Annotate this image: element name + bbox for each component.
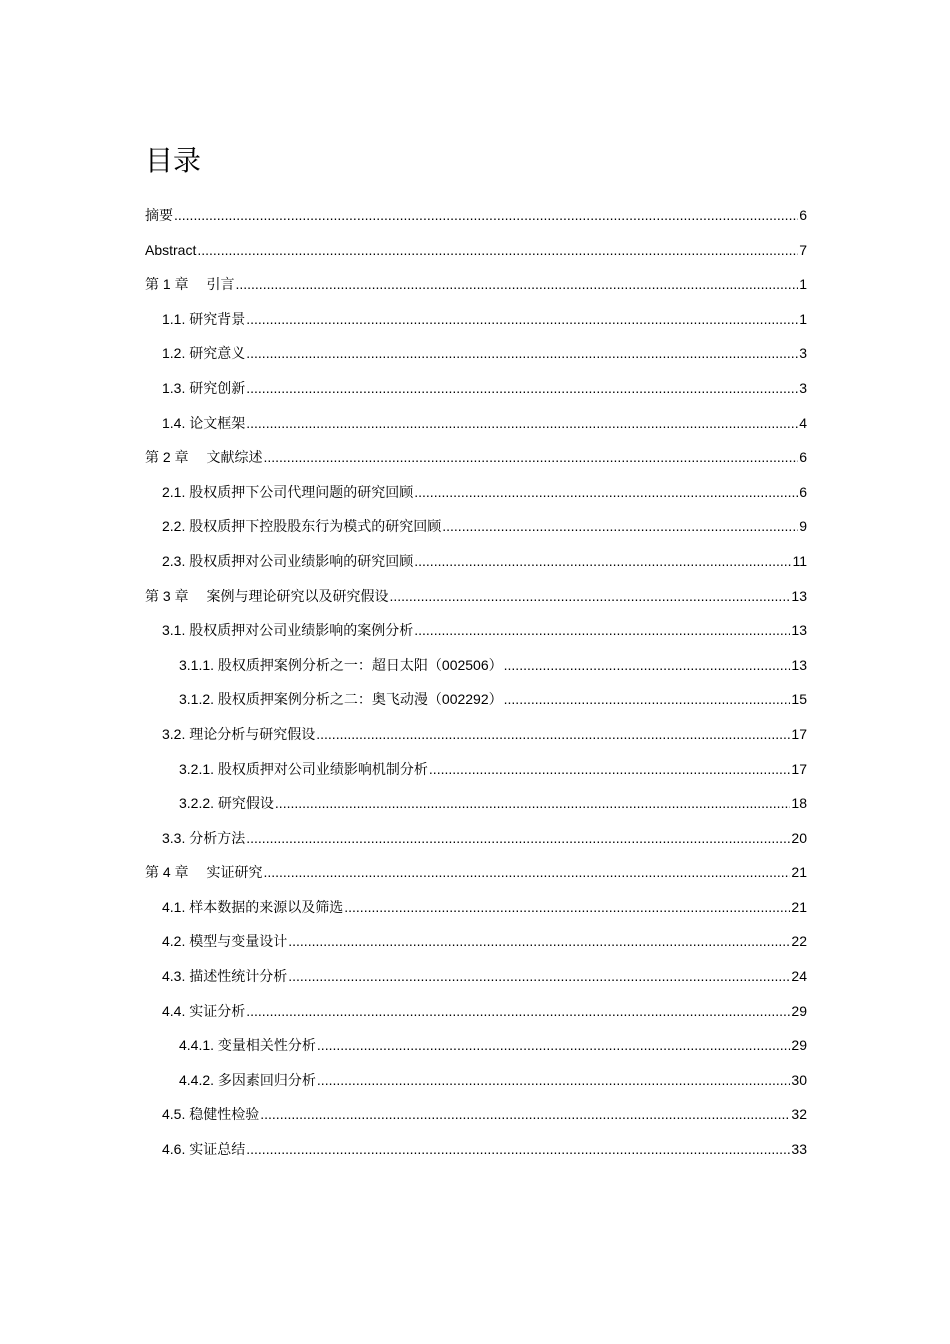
toc-dot-leader <box>414 548 791 574</box>
toc-entry[interactable] <box>145 548 807 583</box>
toc-entry-text: 3.3. 分析方法 <box>162 829 246 846</box>
toc-entry[interactable] <box>145 617 807 652</box>
toc-dot-leader <box>275 790 791 816</box>
toc-entry[interactable] <box>145 1136 807 1171</box>
toc-page-number: 18 <box>791 795 807 812</box>
toc-title: 目录 <box>145 144 202 177</box>
toc-dot-leader <box>246 375 798 401</box>
toc-entry-text: 1.2. 研究意义 <box>162 345 246 362</box>
toc-page-number: 3 <box>799 345 807 362</box>
toc-page-number: 21 <box>791 898 807 915</box>
toc-dot-leader <box>288 928 790 954</box>
toc-page-number: 6 <box>799 207 807 223</box>
toc-entry-text: 2.3. 股权质押对公司业绩影响的研究回顾 <box>162 552 414 569</box>
toc-dot-leader <box>197 237 798 263</box>
toc-page-number: 17 <box>791 760 807 777</box>
toc-entry-text: 4.4. 实证分析 <box>162 1002 246 1019</box>
toc-dot-leader <box>246 825 790 851</box>
toc-dot-leader <box>414 479 798 505</box>
toc-entry-text: 第 2 章 文献综述 <box>145 449 263 466</box>
toc-entry-text: 2.2. 股权质押下控股股东行为模式的研究回顾 <box>162 518 442 535</box>
toc-dot-leader <box>442 513 798 539</box>
toc-entry[interactable] <box>145 928 807 963</box>
toc-entry[interactable] <box>145 825 807 860</box>
toc-page-number: 6 <box>799 483 807 500</box>
toc-entry[interactable] <box>145 686 807 721</box>
toc-page-number: 13 <box>791 656 807 673</box>
toc-entry[interactable] <box>145 790 807 825</box>
toc-dot-leader <box>246 1136 790 1162</box>
toc-entry-text: 3.1. 股权质押对公司业绩影响的案例分析 <box>162 622 414 639</box>
toc-page-number: 33 <box>791 1141 807 1158</box>
toc-page-number: 1 <box>799 276 807 293</box>
toc-entry[interactable] <box>145 583 807 618</box>
toc-entry[interactable] <box>145 375 807 410</box>
toc-list <box>145 202 807 1171</box>
toc-entry-text: 4.2. 模型与变量设计 <box>162 933 288 950</box>
toc-dot-leader <box>246 340 798 366</box>
toc-page-number: 21 <box>791 864 807 881</box>
toc-page-number: 20 <box>791 829 807 846</box>
toc-entry[interactable] <box>145 894 807 929</box>
toc-entry[interactable] <box>145 444 807 479</box>
toc-dot-leader <box>316 721 790 747</box>
toc-page-number: 32 <box>791 1106 807 1123</box>
toc-page-number: 13 <box>791 622 807 639</box>
toc-dot-leader <box>317 1032 791 1058</box>
toc-entry-text: 3.2.2. 研究假设 <box>179 795 274 812</box>
toc-page-number: 17 <box>791 725 807 742</box>
toc-dot-leader <box>504 686 791 712</box>
toc-page-number: 1 <box>799 310 807 327</box>
toc-entry[interactable] <box>145 479 807 514</box>
toc-entry[interactable] <box>145 859 807 894</box>
toc-entry-text: 3.2.1. 股权质押对公司业绩影响机制分析 <box>179 760 428 777</box>
toc-entry[interactable] <box>145 721 807 756</box>
toc-page-number: 9 <box>799 518 807 535</box>
toc-entry-text: 第 4 章 实证研究 <box>145 864 263 881</box>
toc-entry-text: 3.1.1. 股权质押案例分析之一：超日太阳（002506） <box>179 656 503 673</box>
toc-entry-text: 4.4.2. 多因素回归分析 <box>179 1071 316 1088</box>
toc-dot-leader <box>263 444 798 470</box>
toc-entry[interactable] <box>145 237 807 272</box>
toc-entry[interactable] <box>145 340 807 375</box>
toc-dot-leader <box>246 410 798 436</box>
toc-entry-text: 第 3 章 案例与理论研究以及研究假设 <box>145 587 389 604</box>
toc-page-number: 3 <box>799 379 807 396</box>
toc-entry-text: 4.5. 稳健性检验 <box>162 1106 260 1123</box>
toc-entry-text: 摘要 <box>145 207 173 223</box>
toc-entry-text: 2.1. 股权质押下公司代理问题的研究回顾 <box>162 483 414 500</box>
toc-page-number: 13 <box>791 587 807 604</box>
toc-entry[interactable] <box>145 998 807 1033</box>
toc-page-number: 29 <box>791 1037 807 1054</box>
toc-dot-leader <box>246 306 798 332</box>
toc-dot-leader <box>260 1101 790 1127</box>
toc-entry[interactable] <box>145 756 807 791</box>
toc-entry[interactable] <box>145 1032 807 1067</box>
toc-entry[interactable] <box>145 410 807 445</box>
toc-dot-leader <box>235 271 798 297</box>
toc-page-number: 7 <box>799 241 807 258</box>
toc-entry[interactable] <box>145 513 807 548</box>
toc-entry-text: 第 1 章 引言 <box>145 276 235 293</box>
toc-entry-text: 4.6. 实证总结 <box>162 1141 246 1158</box>
toc-entry[interactable] <box>145 963 807 998</box>
toc-entry[interactable] <box>145 652 807 687</box>
toc-entry-text: 4.4.1. 变量相关性分析 <box>179 1037 316 1054</box>
toc-entry-text: Abstract <box>145 241 197 258</box>
toc-dot-leader <box>344 894 790 920</box>
toc-page-number: 11 <box>792 552 807 569</box>
toc-page-number: 24 <box>791 968 807 985</box>
toc-dot-leader <box>429 756 791 782</box>
toc-page-number: 29 <box>791 1002 807 1019</box>
toc-page-number: 6 <box>799 449 807 466</box>
toc-dot-leader <box>317 1067 791 1093</box>
toc-entry-text: 1.4. 论文框架 <box>162 414 246 431</box>
toc-dot-leader <box>174 202 798 228</box>
toc-entry-text: 1.3. 研究创新 <box>162 379 246 396</box>
toc-dot-leader <box>389 583 790 609</box>
toc-dot-leader <box>246 998 790 1024</box>
toc-page-number: 4 <box>799 414 807 431</box>
toc-entry[interactable] <box>145 271 807 306</box>
toc-dot-leader <box>288 963 790 989</box>
toc-dot-leader <box>504 652 791 678</box>
toc-entry-text: 4.3. 描述性统计分析 <box>162 968 288 985</box>
toc-entry-text: 3.1.2. 股权质押案例分析之二：奥飞动漫（002292） <box>179 691 503 708</box>
toc-entry-text: 1.1. 研究背景 <box>162 310 246 327</box>
toc-page-number: 30 <box>791 1071 807 1088</box>
toc-entry-text: 4.1. 样本数据的来源以及筛选 <box>162 898 344 915</box>
toc-entry[interactable] <box>145 1067 807 1102</box>
toc-entry[interactable] <box>145 202 807 237</box>
toc-page-number: 22 <box>791 933 807 950</box>
toc-entry-text: 3.2. 理论分析与研究假设 <box>162 725 316 742</box>
toc-page-number: 15 <box>791 691 807 708</box>
toc-entry[interactable] <box>145 1101 807 1136</box>
toc-dot-leader <box>414 617 790 643</box>
toc-dot-leader <box>263 859 790 885</box>
toc-entry[interactable] <box>145 306 807 341</box>
